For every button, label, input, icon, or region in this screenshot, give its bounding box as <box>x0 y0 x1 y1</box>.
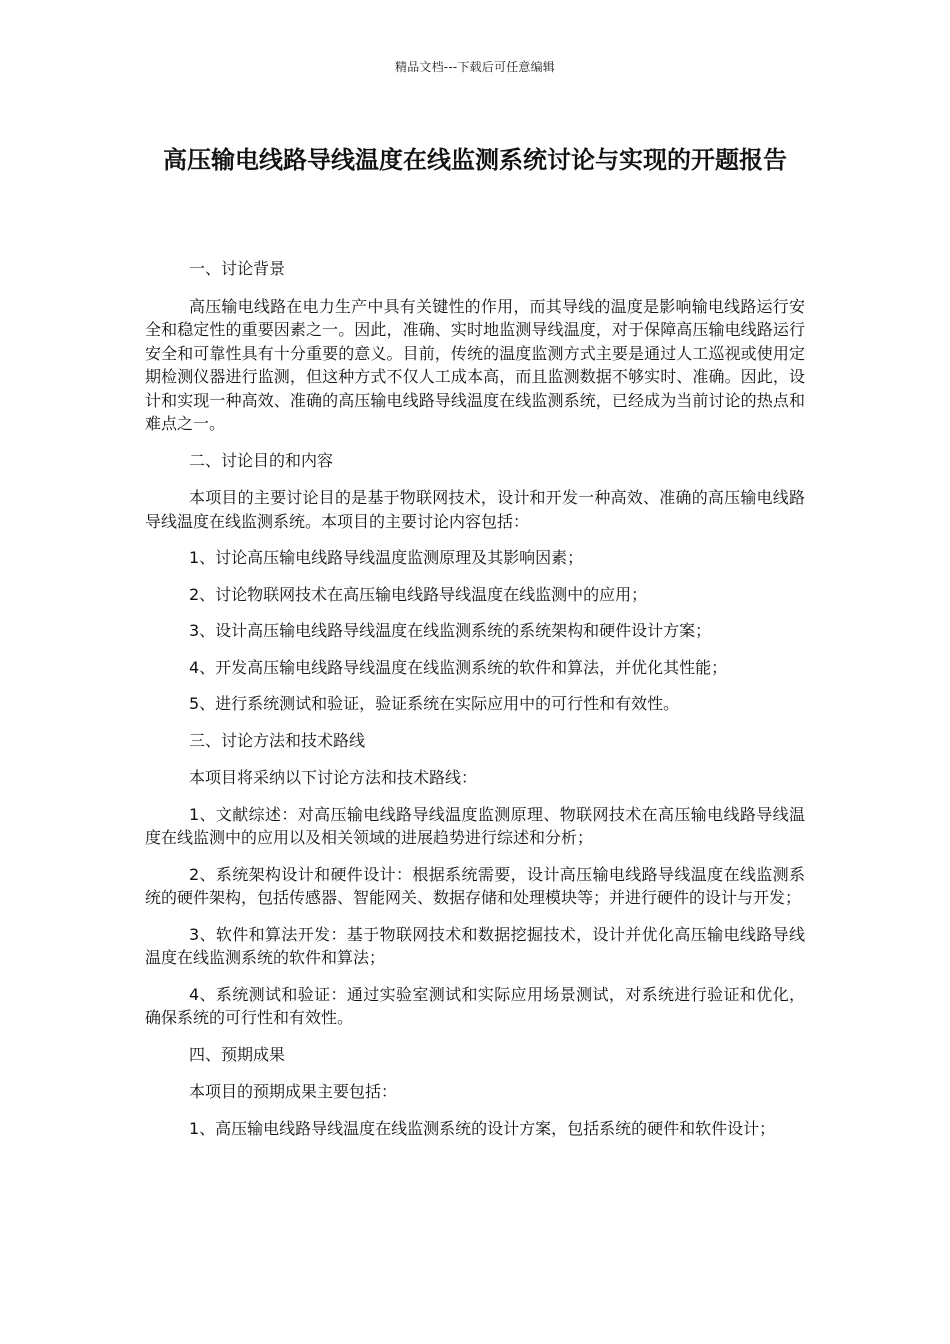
list-item-method-4: 4、系统测试和验证：通过实验室测试和实际应用场景测试，对系统进行验证和优化，确保系统的可行性和有效性。 <box>145 984 805 1027</box>
list-item-content-1: 1、讨论高压输电线路导线温度监测原理及其影响因素； <box>189 548 584 567</box>
list-item-method-3: 3、软件和算法开发：基于物联网技术和数据挖掘技术，设计并优化高压输电线路导线温度在线监测系统的软件和算法； <box>145 924 805 967</box>
section-heading-results: 四、预期成果 <box>189 1044 286 1064</box>
list-item-method-2: 2、系统架构设计和硬件设计：根据系统需要，设计高压输电线路导线温度在线监测系统的硬件架构，包括传感器、智能网关、数据存储和处理模块等；并进行硬件的设计与开发； <box>145 864 805 907</box>
paragraph-methods-intro: 本项目将采纳以下讨论方法和技术路线： <box>189 768 478 787</box>
section-heading-background: 一、讨论背景 <box>189 259 286 278</box>
paragraph-results-intro: 本项目的预期成果主要包括： <box>189 1082 398 1101</box>
list-item-content-4: 4、开发高压输电线路导线温度在线监测系统的软件和算法，并优化其性能； <box>189 657 728 677</box>
section-heading-purpose: 二、讨论目的和内容 <box>189 450 334 470</box>
list-item-content-2: 2、讨论物联网技术在高压输电线路导线温度在线监测中的应用； <box>189 584 648 604</box>
list-item-method-1: 1、文献综述：对高压输电线路导线温度监测原理、物联网技术在高压输电线路导线温度在线监测中的应用以及相关领域的进展趋势进行综述和分析； <box>145 804 805 847</box>
section-heading-methods: 三、讨论方法和技术路线 <box>189 730 366 750</box>
list-item-content-5: 5、进行系统测试和验证，验证系统在实际应用中的可行性和有效性。 <box>189 694 680 713</box>
paragraph-purpose: 本项目的主要讨论目的是基于物联网技术，设计和开发一种高效、准确的高压输电线路导线温度在线监测系统。本项目的主要讨论内容包括： <box>145 488 805 531</box>
document-body <box>145 257 805 1153</box>
document-title: 高压输电线路导线温度在线监测系统讨论与实现的开题报告 <box>163 146 787 174</box>
paragraph-background: 高压输电线路在电力生产中具有关键性的作用，而其导线的温度是影响输电线路运行安全和稳定性的重要因素之一。因此，准确、实时地监测导线温度，对于保障高压输电线路运行安全和可靠性具有十分重要的意义。目前，传统的温度监测方式主要是通过人工巡视或使用定期检测仪器进行监测，但这种方式不仅人工成本高，而且监测数据不够实时、准确。因此，设计和实现一种高效、准确的高压输电线路导线温度在线监测系统，已经成为当前讨论的热点和难点之一。 <box>145 296 805 433</box>
list-item-result-1: 1、高压输电线路导线温度在线监测系统的设计方案，包括系统的硬件和软件设计； <box>189 1118 776 1138</box>
list-item-content-3: 3、设计高压输电线路导线温度在线监测系统的系统架构和硬件设计方案； <box>189 621 712 640</box>
header-note: 精品文档---下载后可任意编辑 <box>395 60 555 74</box>
